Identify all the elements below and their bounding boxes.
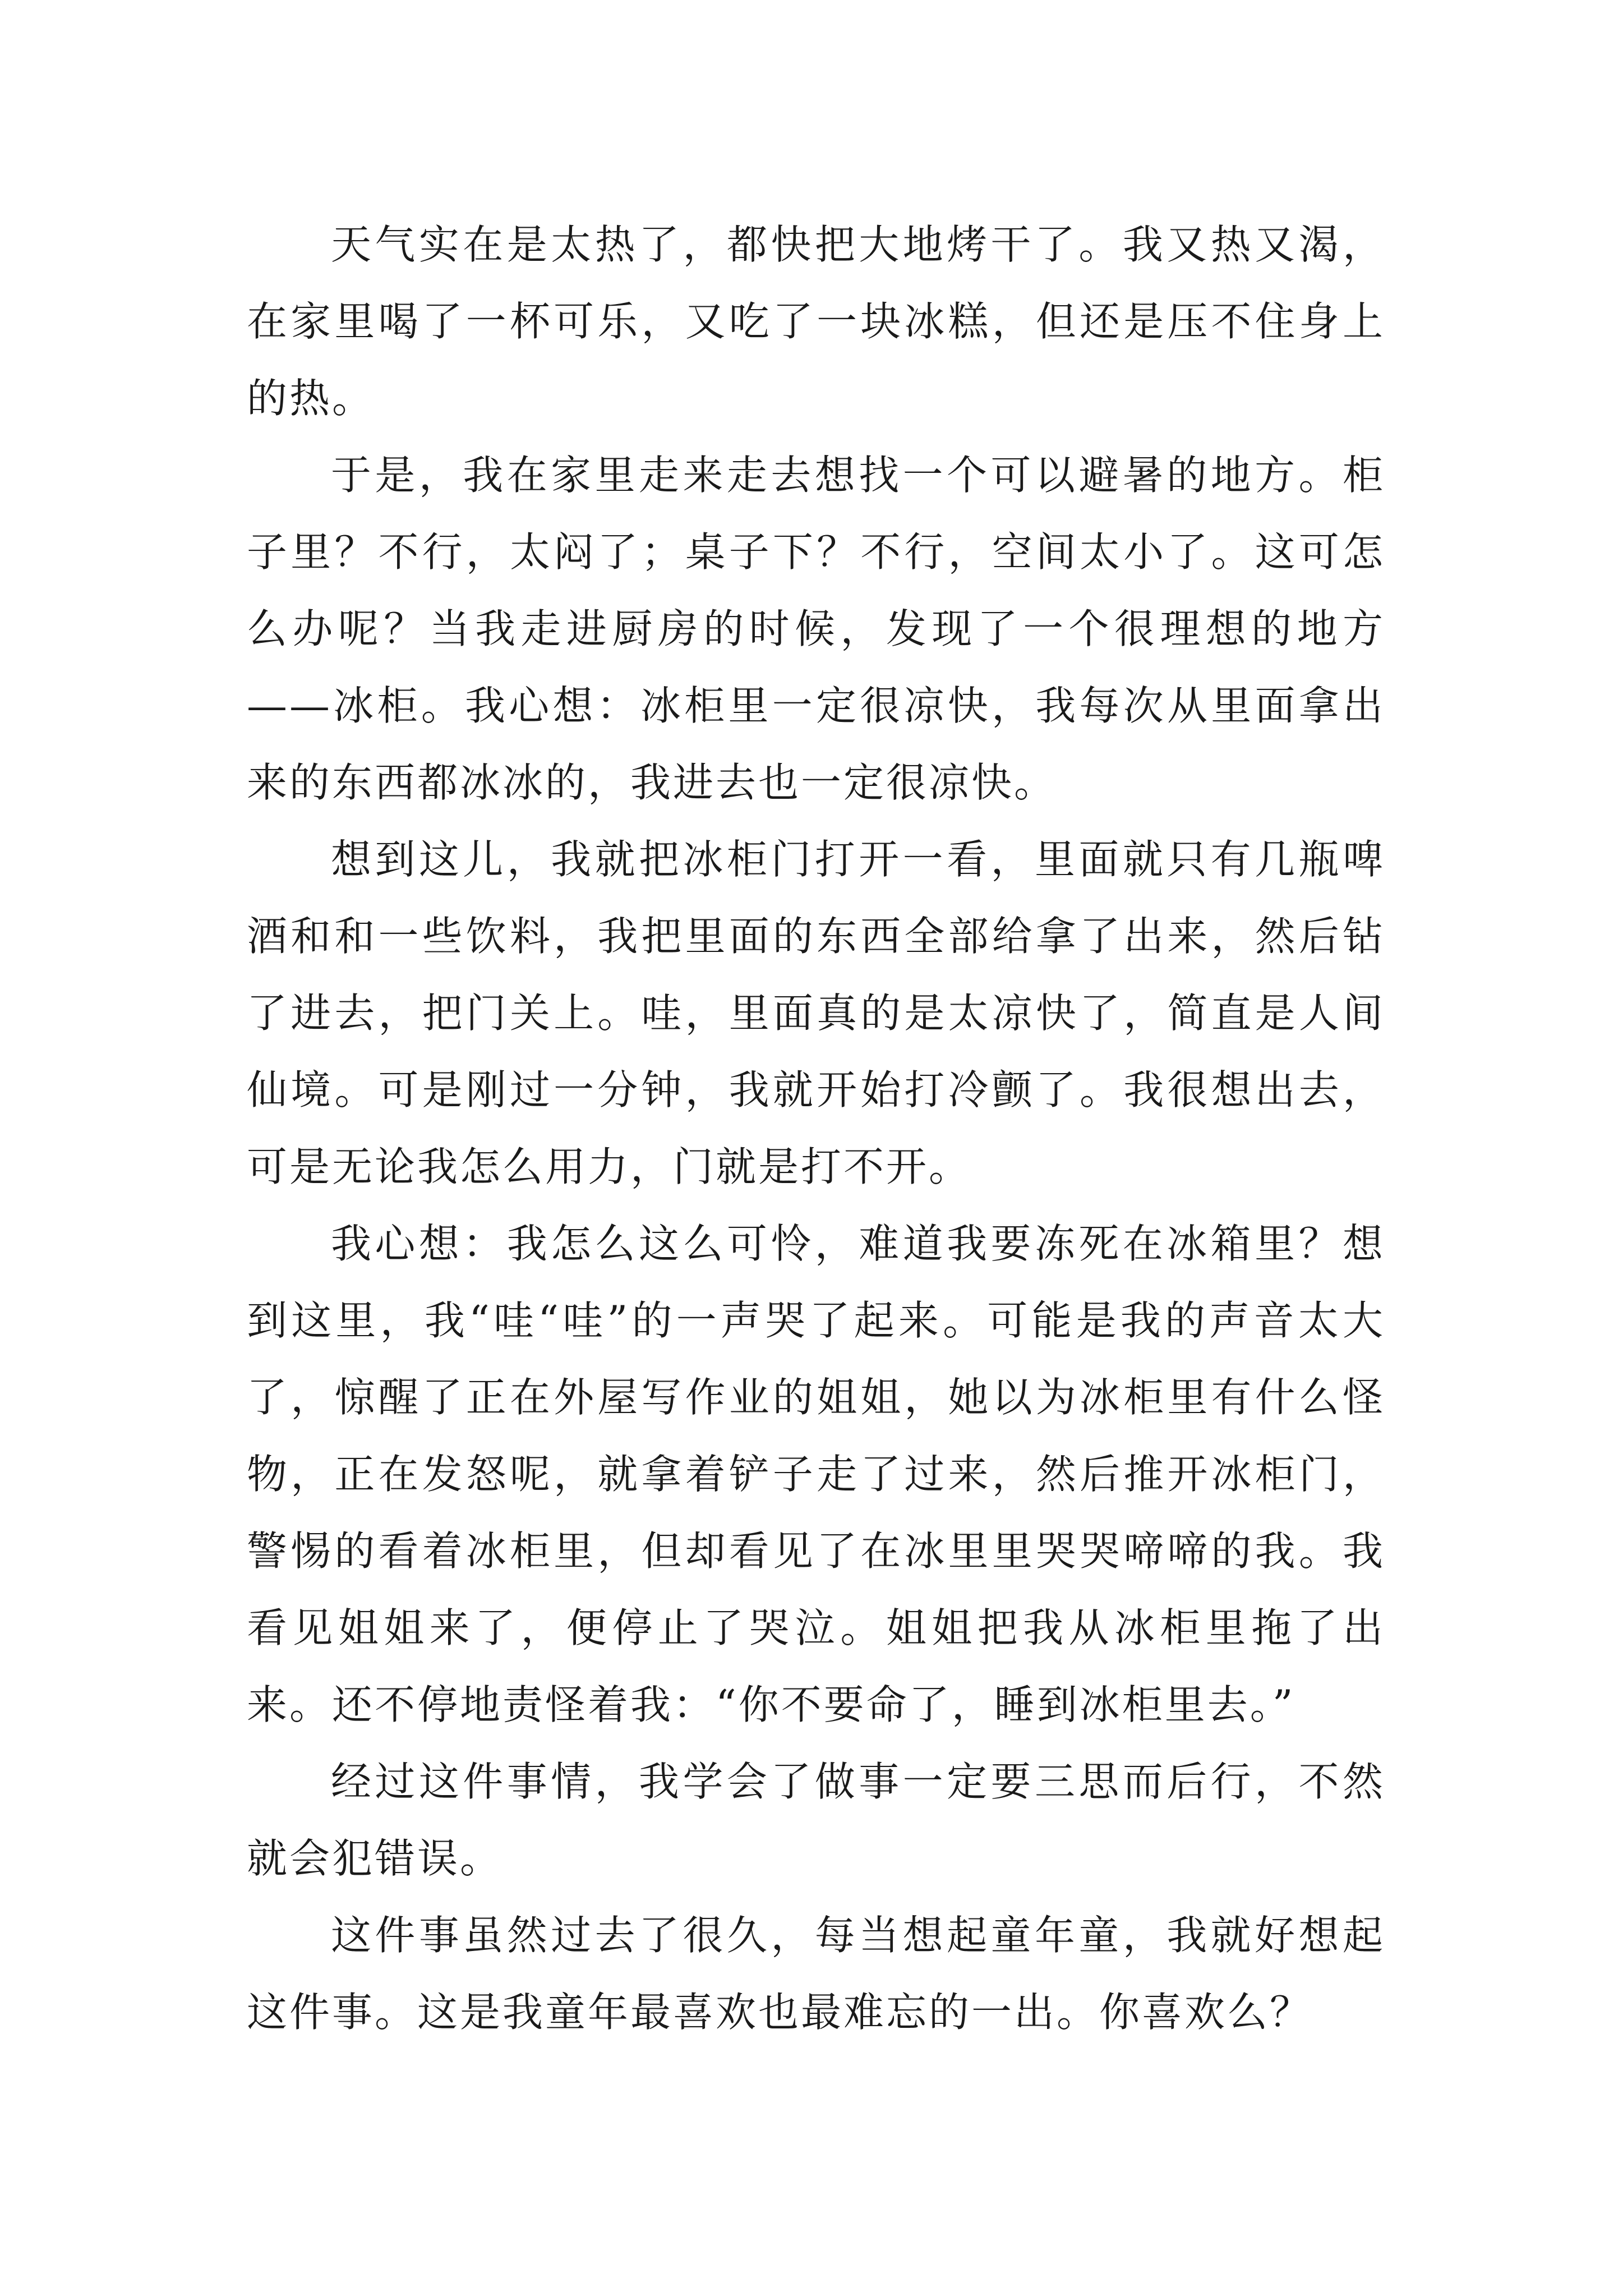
paragraph-5: 经过这件事情，我学会了做事一定要三思而后行，不然就会犯错误。 — [247, 1758, 1385, 1882]
paragraph-6: 这件事虽然过去了很久，每当想起童年童，我就好想起这件事。这是我童年最喜欢也最难忘的一出。你喜欢么？ — [247, 1912, 1385, 2036]
paragraph-1: 天气实在是太热了，都快把大地烤干了。我又热又渴，在家里喝了一杯可乐，又吃了一块冰糕，但还是压不住身上的热。 — [247, 221, 1385, 422]
document-body — [247, 206, 1385, 2051]
paragraph-3: 想到这儿，我就把冰柜门打开一看，里面就只有几瓶啤酒和和一些饮料，我把里面的东西全部给拿了出来，然后钻了进去，把门关上。哇，里面真的是太凉快了，简直是人间仙境。可是刚过一分钟，我就开始打冷颤了。我很想出去，可是无论我怎么用力，门就是打不开。 — [247, 836, 1385, 1190]
paragraph-4: 我心想：我怎么这么可怜，难道我要冻死在冰箱里？想到这里，我“哇“哇”的一声哭了起来。可能是我的声音太大了，惊醒了正在外屋写作业的姐姐，她以为冰柜里有什么怪物，正在发怒呢，就拿着铲子走了过来，然后推开冰柜门，警惕的看着冰柜里，但却看见了在冰里里哭哭啼啼的我。我看见姐姐来了，便停止了哭泣。姐姐把我从冰柜里拖了出来。还不停地责怪着我：“你不要命了，睡到冰柜里去。” — [247, 1220, 1385, 1728]
paragraph-2: 于是，我在家里走来走去想找一个可以避暑的地方。柜子里？不行，太闷了；桌子下？不行，空间太小了。这可怎么办呢？当我走进厨房的时候，发现了一个很理想的地方——冰柜。我心想：冰柜里一定很凉快，我每次从里面拿出来的东西都冰冰的，我进去也一定很凉快。 — [247, 452, 1385, 806]
